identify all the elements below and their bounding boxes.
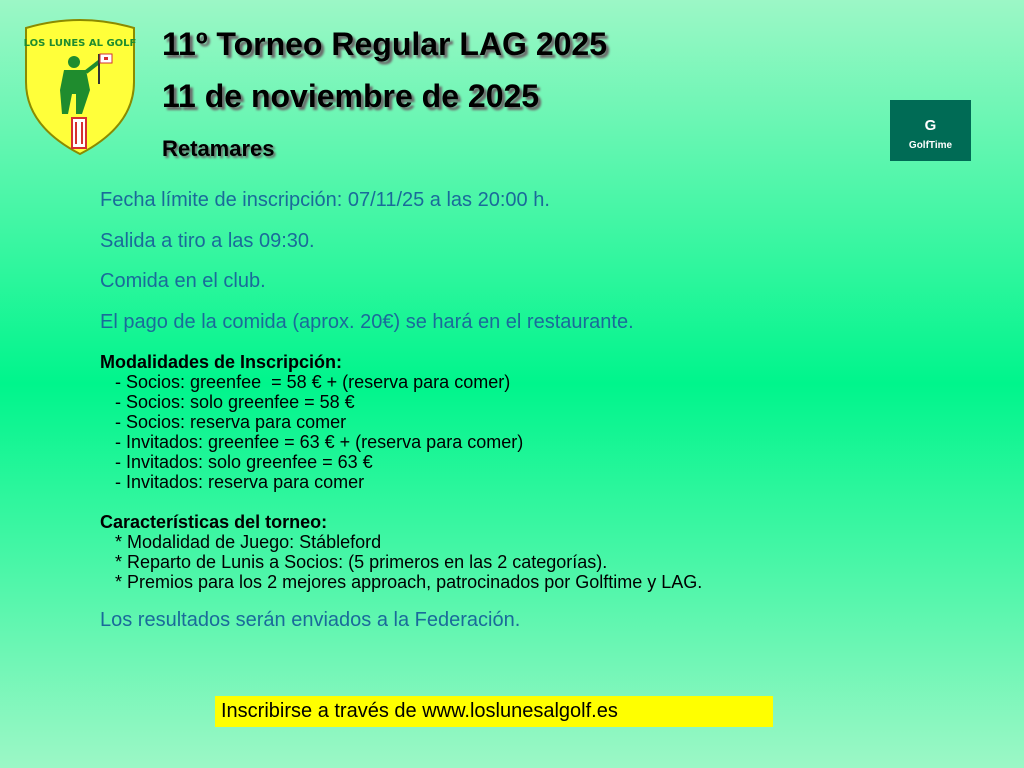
venue-name: Retamares [162,136,275,161]
registration-item: - Socios: reserva para comer [100,412,347,432]
features-heading: Características del torneo: [100,512,328,532]
feature-item: * Reparto de Lunis a Socios: (5 primeros en las 2 categorías). [100,552,608,572]
logo-text: LOS LUNES AL GOLF [23,38,137,49]
registration-link[interactable]: Inscribirse a través de www.loslunesalgolf.es [215,696,773,727]
registration-item: - Socios: solo greenfee = 58 € [100,392,355,412]
sponsor-name: GolfTime [908,140,953,151]
info-payment: El pago de la comida (aprox. 20€) se hará en el restaurante. [100,311,634,333]
registration-item: - Socios: greenfee = 58 € + (reserva para comer) [100,372,511,392]
info-deadline: Fecha límite de inscripción: 07/11/25 a las 20:00 h. [100,189,550,211]
info-lunch: Comida en el club. [100,270,266,292]
registration-heading: Modalidades de Inscripción: [100,352,343,372]
registration-item: - Invitados: solo greenfee = 63 € [100,452,373,472]
registration-options [100,352,523,492]
tournament-title: 11º Torneo Regular LAG 2025 [162,26,608,62]
info-tee-time: Salida a tiro a las 09:30. [100,230,315,252]
results-note: Los resultados serán enviados a la Federación. [100,609,521,631]
club-logo [20,18,140,158]
sponsor-mark: G [924,117,937,134]
registration-item: - Invitados: reserva para comer [100,472,365,492]
tournament-date: 11 de noviembre de 2025 [162,78,540,114]
feature-item: * Premios para los 2 mejores approach, patrocinados por Golftime y LAG. [100,572,703,592]
tournament-features [100,512,702,592]
registration-item: - Invitados: greenfee = 63 € + (reserva para comer) [100,432,524,452]
sponsor-logo [890,100,971,161]
feature-item: * Modalidad de Juego: Stábleford [100,532,382,552]
